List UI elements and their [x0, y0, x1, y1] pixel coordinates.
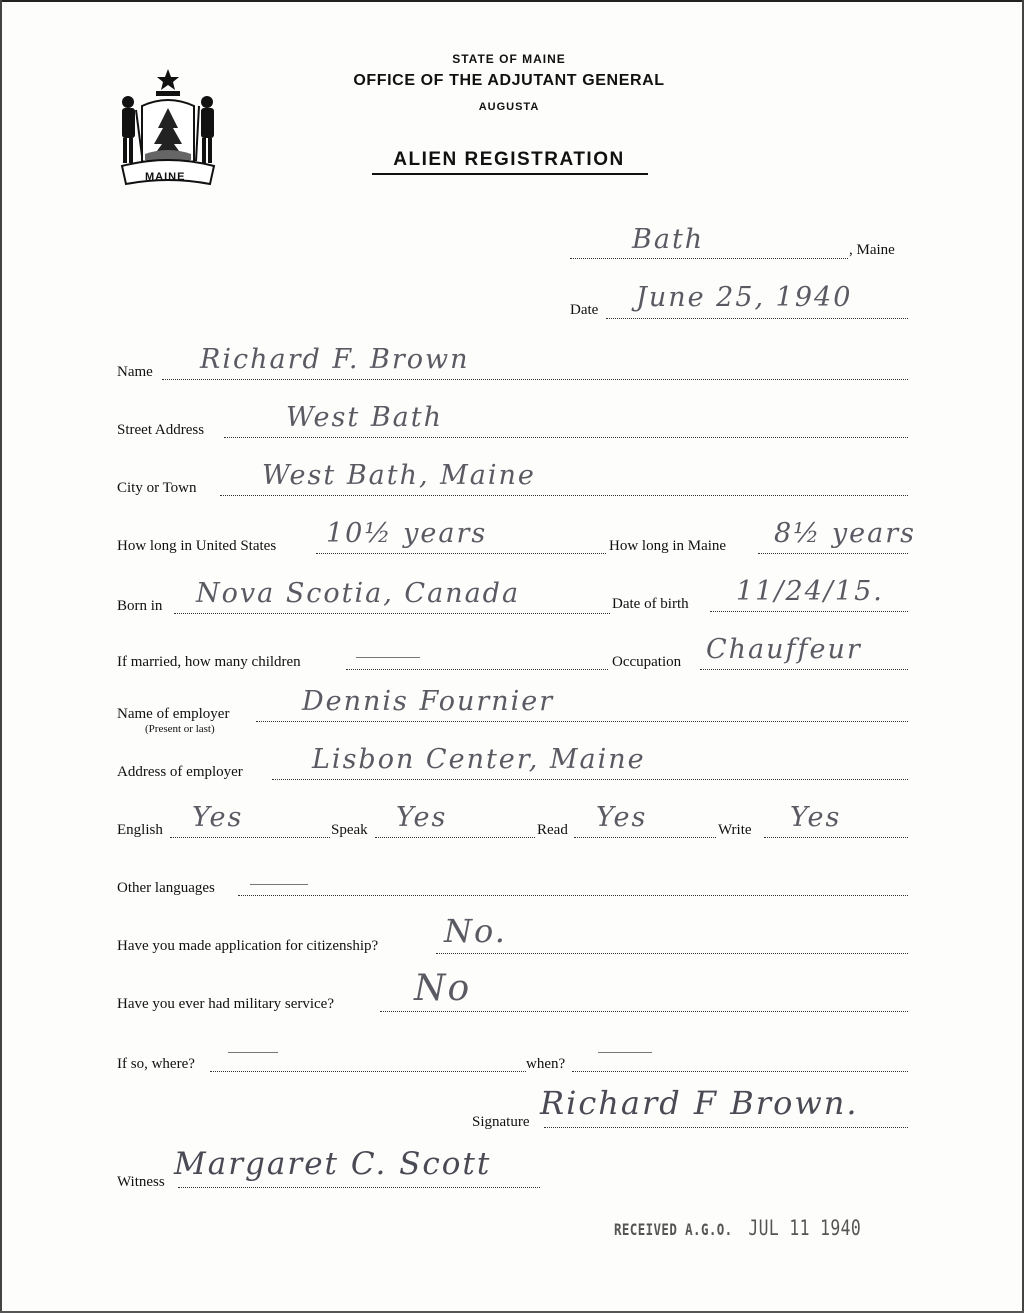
signature-value: Richard F Brown. — [540, 1084, 859, 1122]
date-of-birth-line — [710, 611, 908, 612]
signature-label: Signature — [472, 1114, 530, 1130]
when-line — [572, 1071, 908, 1072]
state-heading: STATE OF MAINE — [452, 52, 566, 66]
occupation-line — [700, 669, 908, 670]
speak-label: Speak — [331, 822, 368, 838]
military-line — [380, 1011, 908, 1012]
date-of-birth-label: Date of birth — [612, 596, 689, 612]
citizenship-line — [436, 953, 908, 954]
how-long-us-value: 10½ years — [326, 518, 488, 549]
office-heading: OFFICE OF THE ADJUTANT GENERAL — [353, 72, 665, 89]
signature-line — [544, 1127, 908, 1128]
scan-border-top — [0, 0, 1024, 2]
street-address-label: Street Address — [117, 422, 205, 438]
name-line — [162, 379, 908, 380]
write-label: Write — [718, 822, 752, 838]
place-suffix: , Maine — [849, 242, 895, 258]
where-line — [210, 1071, 526, 1072]
employer-line — [256, 721, 908, 722]
employer-address-line — [272, 779, 908, 780]
city-line — [220, 495, 908, 496]
employer-label: Name of employer — [117, 706, 230, 722]
form-title: ALIEN REGISTRATION — [393, 149, 625, 170]
when-label: when? — [526, 1056, 566, 1072]
children-dash — [356, 657, 420, 658]
name-label: Name — [117, 364, 153, 380]
employer-sublabel: (Present or last) — [145, 723, 215, 735]
children-line — [346, 669, 608, 670]
speak-line — [375, 837, 535, 838]
how-long-maine-value: 8½ years — [774, 518, 917, 549]
where-label: If so, where? — [117, 1056, 195, 1072]
occupation-value: Chauffeur — [706, 634, 862, 665]
received-stamp — [614, 1216, 861, 1240]
date-of-birth-value: 11/24/15. — [736, 576, 884, 607]
born-in-value: Nova Scotia, Canada — [196, 578, 521, 609]
read-line — [574, 837, 716, 838]
city-value: West Bath, Maine — [262, 460, 536, 491]
write-line — [764, 837, 908, 838]
military-label: Have you ever had military service? — [117, 996, 334, 1012]
title-underline — [372, 173, 648, 175]
other-languages-line — [238, 895, 908, 896]
military-value: No — [414, 968, 472, 1009]
place-value: Bath — [632, 224, 705, 255]
read-label: Read — [537, 822, 568, 838]
witness-label: Witness — [117, 1174, 165, 1190]
date-value: June 25, 1940 — [636, 282, 853, 313]
date-line — [606, 318, 908, 319]
seal-banner-text: MAINE — [145, 171, 186, 183]
english-label: English — [117, 822, 163, 838]
citizenship-value: No. — [444, 912, 507, 950]
when-dash — [598, 1052, 652, 1053]
children-label: If married, how many children — [117, 654, 301, 670]
english-value: Yes — [192, 802, 244, 833]
scan-border-left — [0, 0, 2, 1313]
witness-line — [178, 1187, 540, 1188]
occupation-label: Occupation — [612, 654, 682, 670]
where-dash — [228, 1052, 278, 1053]
citizenship-label: Have you made application for citizenship? — [117, 938, 379, 954]
employer-value: Dennis Fournier — [302, 686, 555, 717]
city-heading: AUGUSTA — [478, 101, 540, 113]
employer-address-value: Lisbon Center, Maine — [312, 744, 646, 775]
place-line — [570, 258, 848, 259]
street-address-line — [224, 437, 908, 438]
witness-value: Margaret C. Scott — [174, 1146, 492, 1182]
received-stamp-date: JUL 11 1940 — [748, 1216, 862, 1240]
city-label: City or Town — [117, 480, 197, 496]
how-long-maine-line — [758, 553, 908, 554]
born-in-line — [174, 613, 610, 614]
other-languages-label: Other languages — [117, 880, 215, 896]
received-stamp-text: RECEIVED A.G.O. — [614, 1220, 733, 1239]
born-in-label: Born in — [117, 598, 163, 614]
employer-address-label: Address of employer — [117, 764, 243, 780]
other-languages-dash — [250, 884, 308, 885]
read-value: Yes — [596, 802, 648, 833]
how-long-maine-label: How long in Maine — [609, 538, 727, 554]
how-long-us-line — [316, 553, 606, 554]
write-value: Yes — [790, 802, 842, 833]
how-long-us-label: How long in United States — [117, 538, 277, 554]
name-value: Richard F. Brown — [200, 344, 470, 375]
english-line — [170, 837, 330, 838]
date-label: Date — [570, 302, 599, 318]
street-address-value: West Bath — [286, 402, 443, 433]
speak-value: Yes — [396, 802, 448, 833]
